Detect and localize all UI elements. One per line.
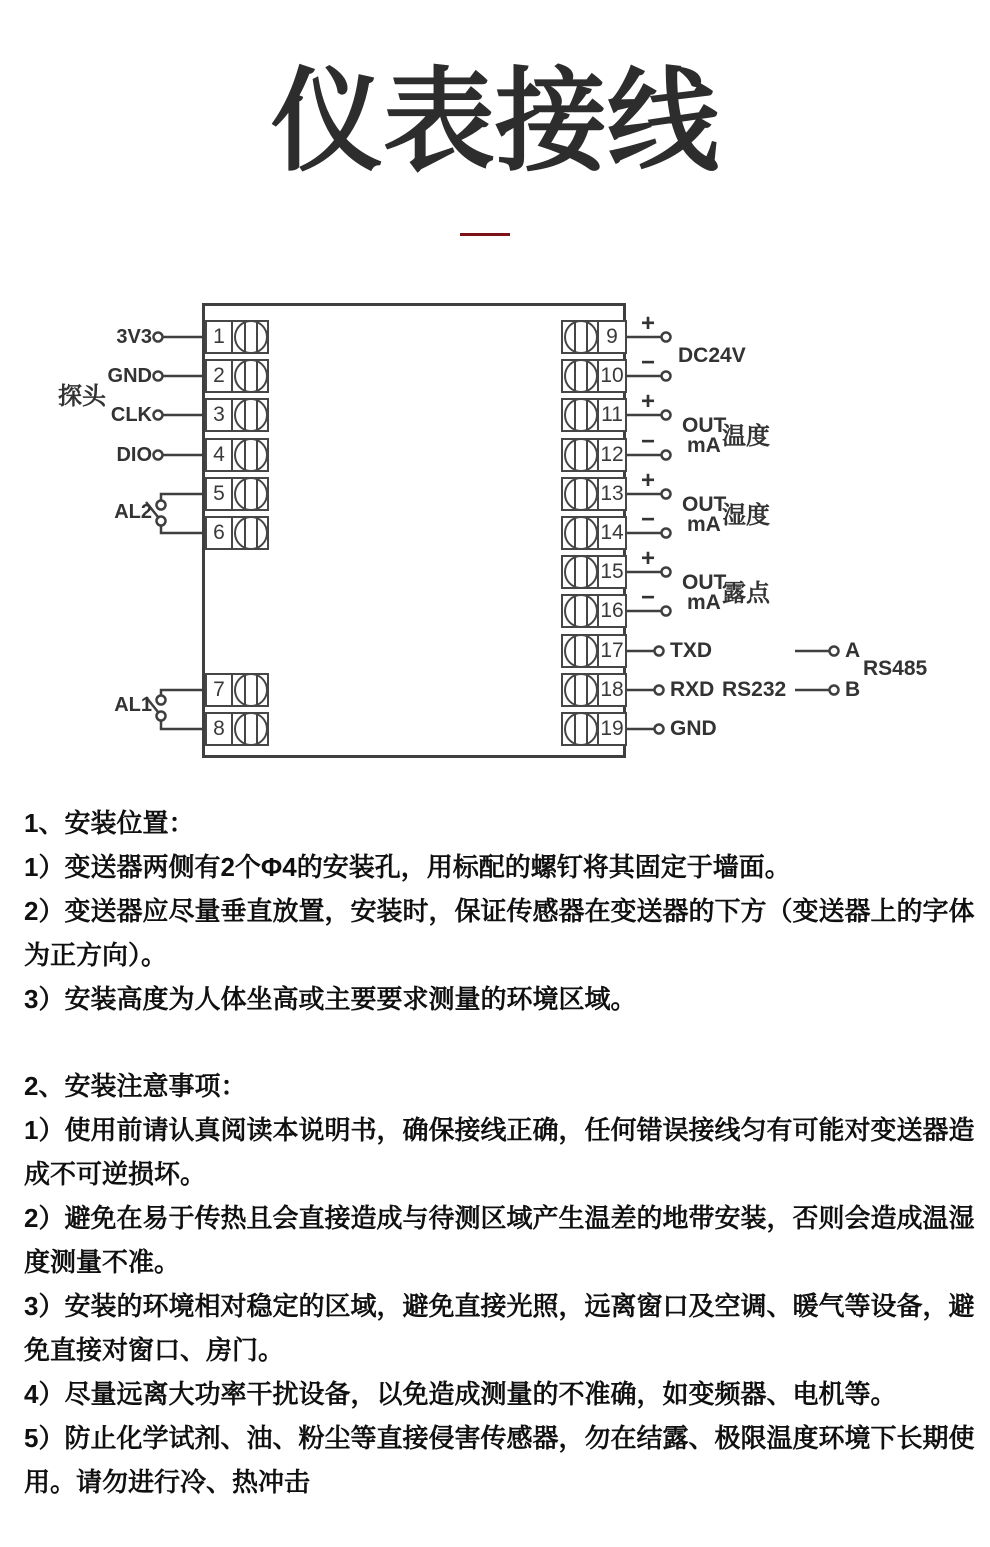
probe-label: 探头: [58, 383, 106, 410]
al1-label: AL1: [114, 694, 152, 716]
terminal-5: [205, 477, 269, 511]
screw-icon: [563, 440, 597, 470]
section-install-notes: [24, 1064, 984, 1504]
screw-icon: [563, 596, 597, 626]
terminal-1: [205, 320, 269, 354]
terminal-number: 2: [207, 361, 233, 391]
terminal-4: [205, 438, 269, 472]
terminal-3: [205, 398, 269, 432]
plus-sign-9: +: [640, 310, 655, 337]
screw-icon: [233, 400, 267, 430]
terminal-6: [205, 516, 269, 550]
ma-label-humidity: mA: [687, 513, 721, 536]
terminal-number: 16: [597, 596, 625, 626]
screw-icon: [563, 322, 597, 352]
channel-label-dewpoint: 露点: [722, 580, 770, 607]
terminal-number: 9: [597, 322, 625, 352]
terminal-number: 10: [597, 361, 625, 391]
terminal-number: 11: [597, 400, 625, 430]
probe-wires: [154, 333, 204, 460]
screw-icon: [563, 400, 597, 430]
body-line: 度测量不准。: [24, 1247, 181, 1277]
plus-sign-15: +: [640, 545, 655, 572]
pin-label-dio: DIO: [116, 444, 152, 466]
screw-icon: [563, 557, 597, 587]
pin-label-rxd: RXD: [670, 678, 715, 701]
terminal-number: 15: [597, 557, 625, 587]
section-heading: 2、安装注意事项：: [24, 1071, 247, 1101]
body-line: 1）变送器两侧有2个Φ4的安装孔，用标配的螺钉将其固定于墙面。: [24, 852, 791, 882]
screw-icon: [233, 675, 267, 705]
channel-label-temperature: 温度: [722, 423, 770, 450]
terminal-number: 3: [207, 400, 233, 430]
terminal-number: 13: [597, 479, 625, 509]
body-line: 用。请勿进行冷、热冲击: [24, 1467, 311, 1497]
terminal-10: [561, 359, 627, 393]
screw-icon: [563, 714, 597, 744]
minus-sign-16: −: [640, 584, 655, 611]
al2-switch: [146, 494, 203, 533]
out-label-dewpoint: OUT: [682, 571, 727, 594]
terminal-number: 7: [207, 675, 233, 705]
screw-icon: [233, 322, 267, 352]
body-line: 免直接对窗口、房门。: [24, 1335, 285, 1365]
terminal-number: 5: [207, 479, 233, 509]
body-line: 4）尽量远离大功率干扰设备，以免造成测量的不准确，如变频器、电机等。: [24, 1379, 897, 1409]
terminal-12: [561, 438, 627, 472]
terminal-9: [561, 320, 627, 354]
screw-icon: [233, 440, 267, 470]
al1-switch: [146, 690, 203, 729]
screw-icon: [563, 636, 597, 666]
section-install-position: [24, 801, 984, 1021]
terminal-number: 12: [597, 440, 625, 470]
section-heading: 1、安装位置：: [24, 808, 195, 838]
terminal-8: [205, 712, 269, 746]
out-label-temp: OUT: [682, 414, 727, 437]
body-line: 2）避免在易于传热且会直接造成与待测区域产生温差的地带安装，否则会造成温湿: [24, 1203, 975, 1233]
terminal-number: 18: [597, 675, 625, 705]
screw-icon: [563, 479, 597, 509]
body-line: 3）安装高度为人体坐高或主要要求测量的环境区域。: [24, 984, 637, 1014]
screw-icon: [233, 518, 267, 548]
rs485-b-label: B: [845, 678, 861, 701]
screw-icon: [563, 361, 597, 391]
pin-label-3v3: 3V3: [116, 326, 152, 348]
pin-label-txd: TXD: [670, 639, 712, 662]
out-label-humidity: OUT: [682, 493, 727, 516]
terminal-2: [205, 359, 269, 393]
body-line: 为正方向）。: [24, 940, 168, 970]
minus-sign-12: −: [640, 428, 655, 455]
power-label: DC24V: [678, 344, 746, 367]
terminal-number: 4: [207, 440, 233, 470]
body-line: 1）使用前请认真阅读本说明书，确保接线正确，任何错误接线匀有可能对变送器造: [24, 1115, 975, 1145]
pin-label-clk: CLK: [110, 404, 152, 426]
terminal-16: [561, 594, 627, 628]
terminal-number: 6: [207, 518, 233, 548]
rs485-a-label: A: [845, 639, 861, 662]
page-title: 仪表接线: [271, 59, 719, 184]
rs232-label: RS232: [722, 678, 787, 701]
body-line: 成不可逆损坏。: [24, 1159, 207, 1189]
terminal-17: [561, 634, 627, 668]
body-line: 2）变送器应尽量垂直放置，安装时，保证传感器在变送器的下方（变送器上的字体: [24, 896, 975, 926]
rs485-label: RS485: [863, 657, 928, 680]
terminal-7: [205, 673, 269, 707]
terminal-number: 8: [207, 714, 233, 744]
minus-sign-10: −: [640, 349, 655, 376]
channel-label-humidity: 湿度: [722, 502, 770, 529]
screw-icon: [233, 714, 267, 744]
al2-label: AL2: [114, 501, 152, 523]
screw-icon: [233, 479, 267, 509]
terminal-11: [561, 398, 627, 432]
pin-label-gnd-19: GND: [670, 717, 717, 740]
body-line: 5）防止化学试剂、油、粉尘等直接侵害传感器，勿在结露、极限温度环境下长期使: [24, 1423, 975, 1453]
screw-icon: [233, 361, 267, 391]
screw-icon: [563, 675, 597, 705]
ma-label-temp: mA: [687, 434, 721, 457]
terminal-13: [561, 477, 627, 511]
ma-label-dewpoint: mA: [687, 591, 721, 614]
minus-sign-14: −: [640, 506, 655, 533]
body-line: 3）安装的环境相对稳定的区域，避免直接光照，远离窗口及空调、暖气等设备，避: [24, 1291, 975, 1321]
pin-label-gnd: GND: [107, 365, 152, 387]
plus-sign-13: +: [640, 467, 655, 494]
plus-sign-11: +: [640, 388, 655, 415]
screw-icon: [563, 518, 597, 548]
terminal-number: 17: [597, 636, 625, 666]
terminal-15: [561, 555, 627, 589]
terminal-14: [561, 516, 627, 550]
terminal-18: [561, 673, 627, 707]
terminal-number: 19: [597, 714, 625, 744]
terminal-19: [561, 712, 627, 746]
terminal-number: 1: [207, 322, 233, 352]
terminal-number: 14: [597, 518, 625, 548]
